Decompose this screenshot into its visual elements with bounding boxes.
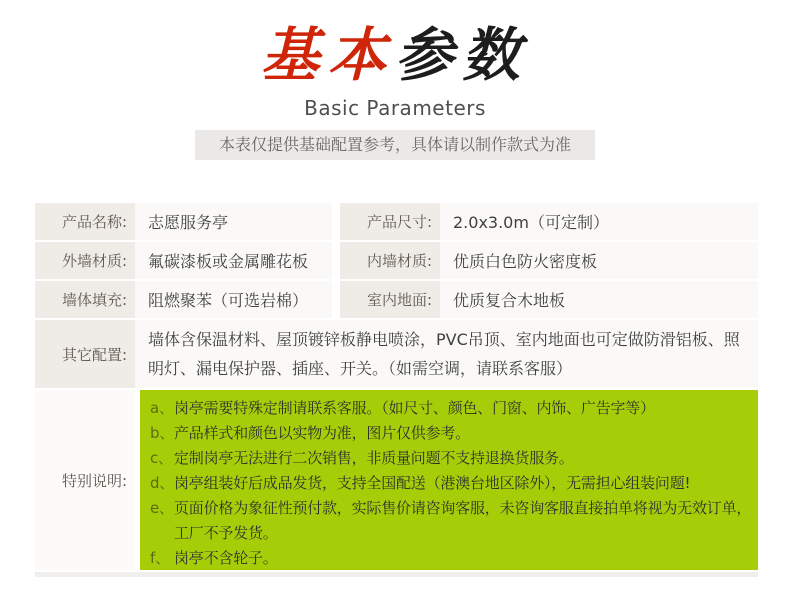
column-gap (332, 281, 340, 318)
spec-label: 产品尺寸: (340, 203, 440, 240)
note-prefix: d、 (150, 474, 175, 492)
spec-value: 优质复合木地板 (440, 281, 758, 318)
table-row (35, 203, 758, 240)
spec-label: 产品名称: (35, 203, 135, 240)
note-text: 页面价格为象征性预付款，实际售价请咨询客服，未咨询客服直接拍单将视为无效订单，工厂不予发货。 (174, 499, 752, 542)
spec-value: 优质白色防火密度板 (440, 242, 758, 279)
page-title-black-part: 参数 (395, 21, 530, 89)
note-item (150, 471, 756, 496)
page-title (0, 21, 790, 89)
note-item (150, 496, 756, 546)
note-prefix: e、 (150, 499, 174, 517)
table-row (35, 242, 758, 279)
page-subtitle: Basic Parameters (304, 96, 486, 120)
column-gap (332, 203, 340, 240)
special-notes-label: 特别说明: (35, 390, 135, 570)
spec-label: 内墙材质: (340, 242, 440, 279)
note-item (150, 421, 756, 446)
table-bottom-divider (35, 572, 758, 577)
spec-value: 志愿服务亭 (135, 203, 332, 240)
page-title-red-part: 基本 (260, 21, 395, 89)
column-gap (332, 242, 340, 279)
special-notes-panel (140, 390, 758, 570)
table-row-special-notes (35, 390, 758, 570)
note-item (150, 446, 756, 471)
note-prefix: b、 (150, 424, 175, 442)
table-row (35, 281, 758, 318)
other-config-value: 墙体含保温材料、屋顶镀锌板静电喷涂，PVC吊顶、室内地面也可定做防滑铝板、照明灯、漏电保护器、插座、开关。（如需空调，请联系客服） (135, 320, 758, 388)
note-item (150, 396, 756, 421)
notice-bar: 本表仅提供基础配置参考，具体请以制作款式为准 (195, 130, 595, 160)
spec-table (35, 203, 758, 577)
spec-value: 2.0x3.0m（可定制） (440, 203, 758, 240)
note-text: 岗亭组装好后成品发货，支持全国配送（港澳台地区除外），无需担心组装问题! (174, 474, 691, 492)
table-row-other-config (35, 320, 758, 388)
spec-label: 室内地面: (340, 281, 440, 318)
spec-label: 墙体填充: (35, 281, 135, 318)
spec-value: 氟碳漆板或金属雕花板 (135, 242, 332, 279)
note-prefix: f、 (150, 549, 170, 567)
spec-label: 外墙材质: (35, 242, 135, 279)
note-text: 产品样式和颜色以实物为准，图片仅供参考。 (174, 424, 471, 442)
note-prefix: a、 (150, 399, 174, 417)
note-text: 定制岗亭无法进行二次销售，非质量问题不支持退换货服务。 (174, 449, 574, 467)
note-prefix: c、 (150, 449, 173, 467)
note-text: 岗亭需要特殊定制请联系客服。（如尺寸、颜色、门窗、内饰、广告字等） (174, 399, 655, 417)
spec-label: 其它配置: (35, 320, 135, 388)
note-text: 岗亭不含轮子。 (174, 549, 278, 567)
note-item (150, 546, 756, 571)
notice-row (0, 130, 790, 160)
spec-value: 阻燃聚苯（可选岩棉） (135, 281, 332, 318)
